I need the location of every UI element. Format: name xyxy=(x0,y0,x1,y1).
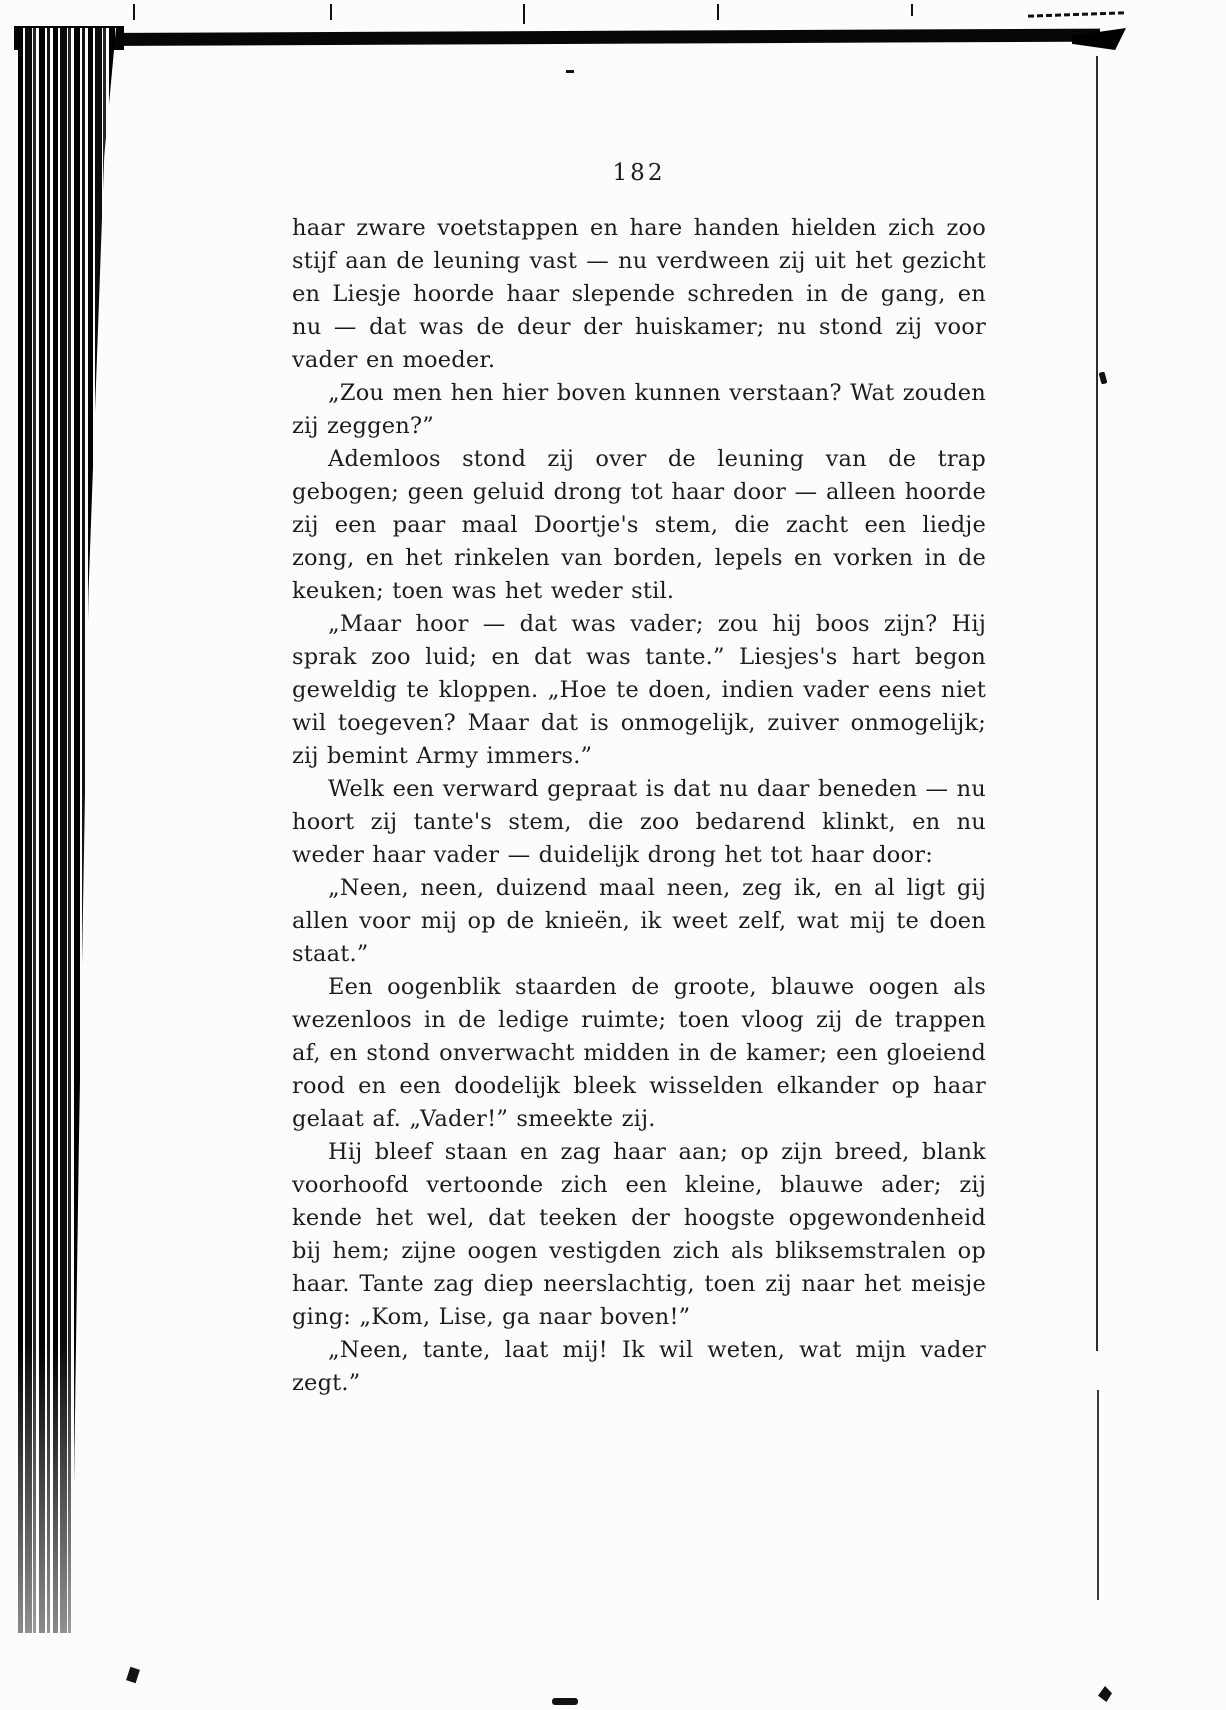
scan-artifact-top-bar xyxy=(14,29,1100,47)
scan-artifact-right-edge-line xyxy=(1097,1390,1099,1600)
scan-artifact-tick-mark xyxy=(330,4,332,20)
scan-artifact-dashed-line xyxy=(1028,11,1124,17)
page-number: 182 xyxy=(612,160,666,186)
scan-artifact-binding-gutter xyxy=(18,28,116,1633)
scan-artifact-tick-mark xyxy=(911,4,913,16)
paragraph: „Maar hoor — dat was vader; zou hij boos zijn? Hij sprak zoo luid; en dat was tante.” Liesjes's hart begon geweldig te kloppen. „Hoe te doen, indien vader eens niet wil toegeven? Maar dat is onmogelijk, zuiver onmogelijk; zij bemint Army immers.” xyxy=(292,611,986,769)
scan-artifact-tick-mark xyxy=(133,4,135,20)
scan-artifact-speck xyxy=(552,1698,578,1705)
scan-artifact-speck xyxy=(566,70,574,73)
paragraph: „Neen, neen, duizend maal neen, zeg ik, en al ligt gij allen voor mij op de knieën, ik weet zelf, wat mij te doen staat.” xyxy=(292,875,986,967)
paragraph: Een oogenblik staarden de groote, blauwe oogen als wezenloos in de ledige ruimte; toen vloog zij de trappen af, en stond onverwacht midden in de kamer; een gloeiend rood en een doodelijk bleek wisselden elkander op haar gelaat af. „Vader!” smeekte zij. xyxy=(292,974,986,1132)
scan-artifact-speck xyxy=(126,1667,140,1683)
paragraph: Hij bleef staan en zag haar aan; op zijn breed, blank voorhoofd vertoonde zich een kleine, blauwe ader; zij kende het wel, dat teeken der hoogste opgewondenheid bij hem; zijne oogen vestigden zich als bliksemstralen op haar. Tante zag diep neerslachtig, toen zij naar het meisje ging: „Kom, Lise, ga naar boven!” xyxy=(292,1139,986,1330)
page-text-block xyxy=(292,212,986,1400)
scan-artifact-tick-mark xyxy=(717,4,719,20)
paragraph: „Zou men hen hier boven kunnen verstaan? Wat zouden zij zeggen?” xyxy=(292,380,986,439)
paragraph: „Neen, tante, laat mij! Ik wil weten, wat mijn vader zegt.” xyxy=(292,1337,986,1396)
scan-artifact-speck xyxy=(1098,1686,1112,1702)
paragraph: Welk een verward gepraat is dat nu daar beneden — nu hoort zij tante's stem, die zoo bedarend klinkt, en nu weder haar vader — duidelijk drong het tot haar door: xyxy=(292,776,986,868)
scan-artifact-tick-mark xyxy=(523,4,525,24)
scan-artifact-speck xyxy=(1099,371,1108,384)
paragraph: haar zware voetstappen en hare handen hielden zich zoo stijf aan de leuning vast — nu verdween zij uit het gezicht en Liesje hoorde haar slepende schreden in de gang, en nu — dat was de deur der huiskamer; nu stond zij voor vader en moeder. xyxy=(292,215,986,373)
paragraph: Ademloos stond zij over de leuning van de trap gebogen; geen geluid drong tot haar door — alleen hoorde zij een paar maal Doortje's stem, die zacht een liedje zong, en het rinkelen van borden, lepels en vorken in de keuken; toen was het weder stil. xyxy=(292,446,986,604)
scan-artifact-right-edge-line xyxy=(1096,56,1098,1351)
